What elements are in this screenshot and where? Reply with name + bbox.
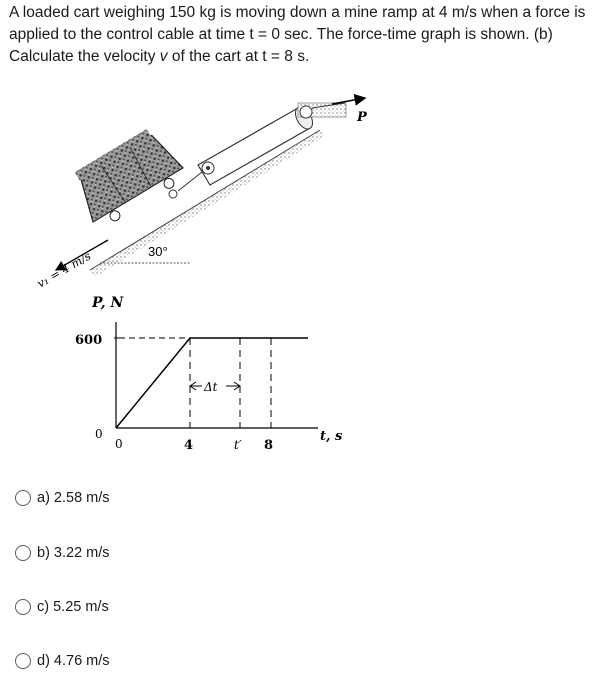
option-b[interactable] bbox=[15, 545, 110, 561]
graph-ylabel: P, N bbox=[92, 295, 124, 311]
graph-delta-t-label: Δt bbox=[204, 380, 218, 394]
graph-xlabel: t, s bbox=[320, 429, 343, 444]
question-line-3a: Calculate the velocity bbox=[9, 48, 160, 65]
question-text bbox=[9, 2, 599, 68]
angle-label: 30° bbox=[148, 244, 168, 259]
option-d[interactable] bbox=[15, 653, 110, 669]
pulley-support bbox=[298, 103, 346, 118]
option-b-radio[interactable] bbox=[15, 545, 31, 561]
option-a-radio[interactable] bbox=[15, 490, 31, 506]
option-a[interactable] bbox=[15, 490, 110, 506]
graph-x-tick-8: 8 bbox=[264, 438, 274, 453]
option-b-label: b) 3.22 m/s bbox=[37, 545, 110, 561]
velocity-label: v₁ = 4 m/s bbox=[34, 248, 94, 291]
graph-x-tick-4: 4 bbox=[184, 438, 194, 453]
force-label: P bbox=[357, 110, 367, 125]
option-c-label: c) 5.25 m/s bbox=[37, 599, 109, 615]
option-d-radio[interactable] bbox=[15, 653, 31, 669]
mine-cart bbox=[66, 123, 188, 231]
graph-x-tick-tprime: t′ bbox=[234, 438, 242, 452]
option-c[interactable] bbox=[15, 599, 109, 615]
question-line-2: applied to the control cable at time t = 0 sec. The force-time graph is shown. (b) bbox=[9, 26, 553, 43]
force-time-graph bbox=[75, 295, 343, 453]
question-line-3b: of the cart at t = 8 s. bbox=[167, 48, 310, 65]
graph-y-tick-600: 600 bbox=[75, 333, 103, 348]
force-arrow bbox=[332, 98, 365, 104]
problem-figure bbox=[0, 80, 606, 470]
velocity-variable: v bbox=[159, 48, 168, 65]
graph-x-tick-0: 0 bbox=[115, 437, 123, 451]
option-c-radio[interactable] bbox=[15, 599, 31, 615]
option-d-label: d) 4.76 m/s bbox=[37, 653, 110, 669]
question-line-1: A loaded cart weighing 150 kg is moving down a mine ramp at 4 m/s when a force is bbox=[9, 4, 586, 21]
option-a-label: a) 2.58 m/s bbox=[37, 490, 110, 506]
graph-origin-y: 0 bbox=[95, 427, 103, 441]
